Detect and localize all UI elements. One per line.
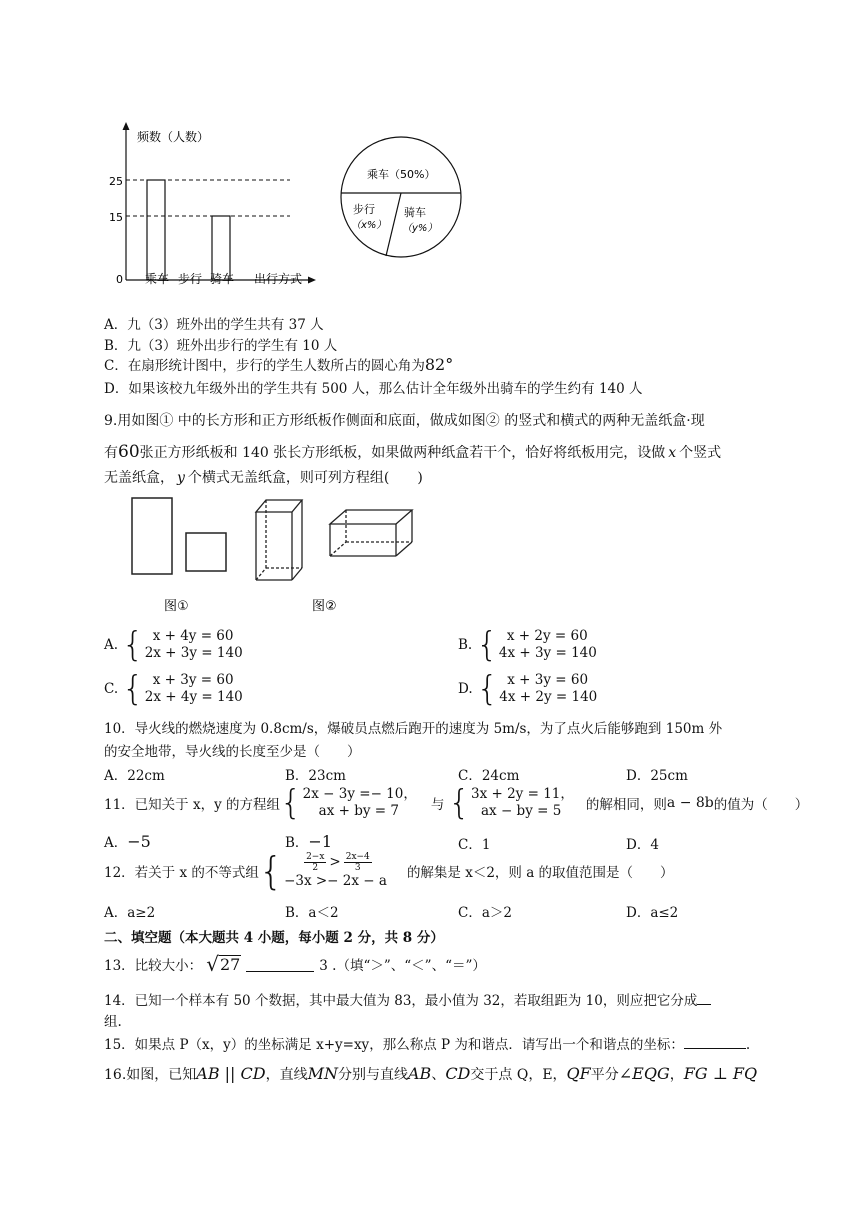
fraction bbox=[344, 852, 372, 873]
q16-math: CD bbox=[445, 1064, 471, 1083]
q16-text: ， bbox=[669, 1067, 684, 1083]
pie-label-bike-1: 骑车 bbox=[404, 206, 426, 219]
q16-math: AB || CD bbox=[196, 1064, 266, 1083]
q14-line-2: 组. bbox=[104, 1014, 122, 1030]
q11-suffix-1: 的解相同，则 bbox=[585, 797, 667, 813]
q16-text: ，直线 bbox=[265, 1067, 308, 1083]
brace: { bbox=[258, 849, 284, 893]
bar-ylabel: 频数（人数） bbox=[137, 130, 210, 144]
brace: { bbox=[476, 669, 499, 709]
radical-sign: √ bbox=[206, 952, 219, 976]
q15-text: 15．如果点 P（x，y）的坐标满足 x+y=xy，那么称点 P 为和谐点．请写出一个和谐点的坐标： bbox=[104, 1037, 684, 1053]
fig1-label: 图① bbox=[164, 599, 189, 614]
q8-option-a: A．九（3）班外出的学生共有 37 人 bbox=[104, 317, 324, 333]
q10-option-b: B．23cm bbox=[285, 768, 346, 784]
q9-text: 张正方形纸板和 140 张长方形纸板，如果做两种纸盒若干个，恰好将纸板用完，设做 bbox=[139, 445, 666, 461]
q12-option-b: B．a＜2 bbox=[285, 905, 339, 921]
q12-inequality-2: −3x >− 2x − a bbox=[284, 873, 387, 889]
xtick-walk: 步行 bbox=[178, 272, 203, 286]
equation: x + 2y = 60 bbox=[506, 628, 588, 644]
q16 bbox=[104, 1064, 757, 1084]
fraction bbox=[304, 852, 326, 873]
q12-option-d: D．a≤2 bbox=[626, 905, 679, 921]
q16-text: 16.如图，已知 bbox=[104, 1067, 197, 1083]
fig2-label: 图② bbox=[312, 599, 337, 614]
q16-math: QF bbox=[566, 1064, 591, 1083]
q9-num-60: 60 bbox=[118, 442, 140, 462]
q9-option-d bbox=[458, 669, 598, 709]
section-heading: 二、填空题（本大题共 4 小题，每小题 2 分，共 8 分） bbox=[104, 930, 444, 946]
radicand: 27 bbox=[219, 955, 241, 974]
numerator: 2x−4 bbox=[345, 852, 370, 862]
fig1-square bbox=[186, 533, 226, 571]
q11-expr: a − 8b bbox=[666, 795, 714, 811]
q11-suffix-2: 的值为（ ） bbox=[713, 797, 809, 813]
q8-option-b: B．九（3）班外出步行的学生有 10 人 bbox=[104, 338, 338, 354]
q15 bbox=[104, 1033, 750, 1053]
option-label: B． bbox=[285, 835, 309, 851]
q9-figures bbox=[128, 494, 428, 620]
q11-stem bbox=[104, 783, 809, 823]
q9-line-2 bbox=[104, 442, 721, 462]
numerator: 2−x bbox=[306, 852, 325, 862]
q10-line-1: 10．导火线的燃烧速度为 0.8cm/s，爆破员点燃后跑开的速度为 5m/s，为了点火后能够跑到 150m 外 bbox=[104, 721, 723, 737]
q14-answer-blank[interactable] bbox=[697, 992, 711, 1005]
fig1-rectangle bbox=[132, 498, 172, 574]
ytick-15: 15 bbox=[109, 211, 123, 224]
bar-bike bbox=[212, 216, 230, 280]
q10-line-2: 的安全地带，导火线的长度至少是（ ） bbox=[104, 744, 361, 760]
xtick-car: 乘车 bbox=[145, 272, 170, 286]
q11-option-a bbox=[104, 831, 151, 851]
xtick-bike: 骑车 bbox=[210, 272, 235, 286]
q8-option-c bbox=[104, 354, 453, 374]
equation: 4x + 2y = 140 bbox=[499, 689, 598, 705]
q12-prefix: 12．若关于 x 的不等式组 bbox=[104, 865, 259, 881]
q16-text: 分别与直线 bbox=[338, 1067, 408, 1083]
brace: { bbox=[448, 783, 470, 823]
bar-car bbox=[147, 180, 165, 280]
q13-answer-blank[interactable] bbox=[246, 957, 314, 972]
pie-divider-walk-bike bbox=[386, 193, 401, 256]
q11-option-c: C．1 bbox=[458, 837, 491, 853]
equation: 2x − 3y =− 10， bbox=[302, 786, 417, 802]
fig2-vertical-box bbox=[256, 500, 302, 580]
equation: x + 3y = 60 bbox=[152, 672, 234, 688]
pie-label-walk-2: （x%） bbox=[351, 220, 387, 231]
q9-line-1: 9.用如图① 中的长方形和正方形纸板作侧面和底面，做成如图② 的竖式和横式的两种无盖纸盒·现 bbox=[104, 413, 705, 429]
equation: 4x + 3y = 140 bbox=[498, 645, 597, 661]
q15-end: . bbox=[745, 1037, 751, 1053]
q9-var-x: x bbox=[668, 445, 677, 461]
option-label: D. bbox=[458, 681, 473, 697]
q9-line-3 bbox=[104, 467, 423, 487]
q16-math: AB bbox=[408, 1064, 432, 1083]
option-value: −5 bbox=[127, 832, 151, 851]
pie-label-car: 乘车（50%） bbox=[367, 168, 436, 181]
q9-text: 有 bbox=[104, 445, 118, 461]
equation: x + 4y = 60 bbox=[152, 628, 234, 644]
ytick-25: 25 bbox=[109, 175, 123, 188]
q14-line-1 bbox=[104, 989, 711, 1009]
option-value: −1 bbox=[308, 832, 333, 851]
y-axis-arrow bbox=[123, 122, 130, 130]
brace: { bbox=[122, 669, 144, 709]
q8-option-c-text: C．在扇形统计图中，步行的学生人数所占的圆心角为 bbox=[104, 358, 425, 374]
pie-label-walk-1: 步行 bbox=[353, 203, 375, 216]
q16-text: 交于点 Q，E， bbox=[470, 1067, 567, 1083]
q13-prefix: 13．比较大小： bbox=[104, 958, 203, 974]
q10-option-d: D．25cm bbox=[626, 768, 688, 784]
brace: { bbox=[280, 783, 302, 823]
sqrt bbox=[206, 954, 241, 974]
equation: 2x + 3y = 140 bbox=[144, 645, 243, 661]
q9-option-c bbox=[104, 669, 243, 709]
option-label: B. bbox=[458, 637, 473, 653]
q12-option-c: C．a＞2 bbox=[458, 905, 512, 921]
q13 bbox=[104, 954, 486, 974]
bar-chart bbox=[100, 118, 320, 298]
equation: 2x + 4y = 140 bbox=[144, 689, 243, 705]
bar-xlabel: 出行方式 bbox=[254, 272, 303, 286]
q11-option-d: D．4 bbox=[626, 837, 659, 853]
fig2-horizontal-box bbox=[330, 510, 412, 556]
q8-angle: 82° bbox=[424, 355, 454, 374]
pie-chart bbox=[338, 134, 468, 264]
q11-option-b bbox=[285, 831, 332, 851]
q15-answer-blank[interactable] bbox=[684, 1036, 746, 1049]
q16-math: ∠EQG bbox=[618, 1064, 670, 1083]
q12-stem bbox=[104, 849, 674, 893]
origin-label: 0 bbox=[116, 273, 123, 286]
x-axis-arrow bbox=[308, 277, 316, 284]
option-label: A． bbox=[104, 835, 128, 851]
q9-var-y: y bbox=[177, 470, 185, 486]
brace: { bbox=[476, 625, 498, 665]
q14-text: 14．已知一个样本有 50 个数据，其中最大值为 83，最小值为 32，若取组距为 10，则应把它分成 bbox=[104, 993, 698, 1009]
q10-option-a: A．22cm bbox=[104, 768, 165, 784]
q9-text: 个竖式 bbox=[679, 445, 722, 461]
q16-math: FG ⊥ FQ bbox=[683, 1064, 758, 1083]
q12-inequality-1 bbox=[304, 852, 387, 873]
brace: { bbox=[122, 625, 144, 665]
q8-option-d: D．如果该校九年级外出的学生共有 500 人，那么估计全年级外出骑车的学生约有 140 人 bbox=[104, 381, 643, 397]
equation: x + 3y = 60 bbox=[507, 672, 589, 688]
q11-mid: 与 bbox=[430, 797, 445, 813]
pie-label-bike-2: （y%） bbox=[402, 223, 438, 234]
equation: ax + by = 7 bbox=[318, 803, 399, 819]
gt-sign: > bbox=[329, 854, 341, 870]
equation: ax − by = 5 bbox=[481, 803, 562, 819]
denominator: 3 bbox=[354, 863, 361, 873]
q12-option-a: A．a≥2 bbox=[104, 905, 156, 921]
q10-option-c: C．24cm bbox=[458, 768, 520, 784]
q16-math: MN bbox=[307, 1064, 338, 1083]
pie-circle bbox=[341, 137, 461, 257]
q9-option-b bbox=[458, 625, 597, 665]
q9-text: 无盖纸盒， bbox=[104, 470, 174, 486]
equation: 3x + 2y = 11， bbox=[471, 786, 574, 802]
q12-suffix: 的解集是 x＜2，则 a 的取值范围是（ ） bbox=[406, 865, 674, 881]
q9-option-a bbox=[104, 625, 243, 665]
q9-text: 个横式无盖纸盒，则可列方程组( ) bbox=[187, 470, 423, 486]
q13-suffix: 3 .（填“＞”、“＜”、“＝”） bbox=[319, 958, 486, 974]
q16-text: 平分 bbox=[590, 1067, 619, 1083]
option-label: A. bbox=[104, 637, 119, 653]
denominator: 2 bbox=[312, 863, 319, 873]
q16-text: 、 bbox=[431, 1067, 446, 1083]
option-label: C. bbox=[104, 681, 119, 697]
q11-prefix: 11．已知关于 x，y 的方程组 bbox=[104, 797, 281, 813]
